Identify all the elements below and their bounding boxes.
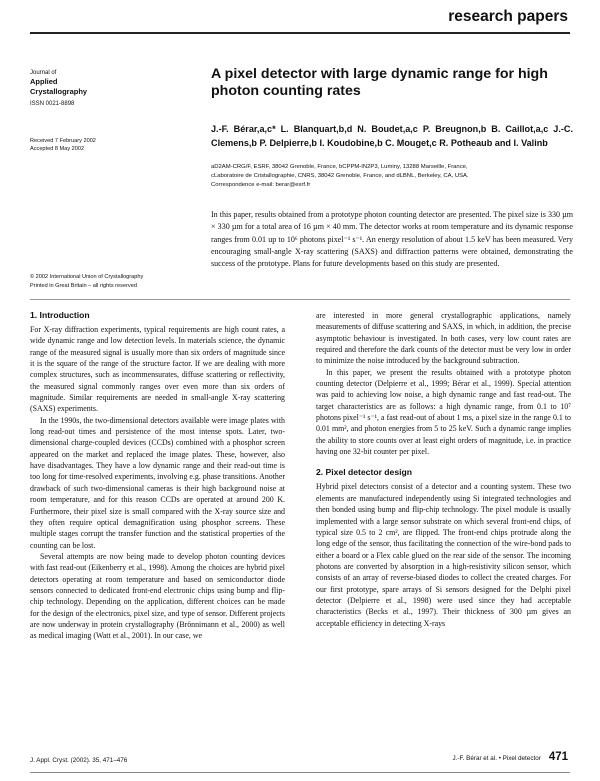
- abstract-divider: [30, 299, 570, 300]
- paragraph: For X-ray diffraction experiments, typical requirements are high count rates, a wide dynamic range and low detection levels. In materials science, the dynamic range of the measured signal is usually more than six orders of magnitude since it is the square of the range of the structure factor. If we are dealing with more complex structures, such as incommensurates, diffuse scattering or reflectivity, the measured signal commonly ranges over even more than six orders of magnitude. Similar requirements are needed in small-angle X-ray scattering (SAXS) experiments.: [30, 325, 285, 414]
- received-date: Received 7 February 2002: [30, 138, 96, 144]
- page-number: 471: [548, 751, 568, 763]
- paragraph: are interested in more general crystallographic applications, namely measurements of diffuse scattering and SAXS, in which, in addition, the precise asymptotic behaviour is investigated. In both cases, very low count rates are required and therefore the dark counts of the detector must be very low in order to minimize the noise introduced by the background subtraction.: [316, 311, 571, 366]
- footer-right: [453, 751, 568, 763]
- section-heading-pixel-detector-design: 2. Pixel detector design: [316, 467, 412, 478]
- affiliation-line-2: cLaboratoire de Cristallographie, CNRS, 38042 Grenoble, France, and dLBNL, Berkeley, CA, USA.: [211, 173, 469, 179]
- journal-issn: ISSN 0021-8898: [30, 101, 75, 107]
- dates-block: [30, 137, 96, 153]
- running-head: J.-F. Bérar et al. • Pixel detector: [452, 755, 541, 762]
- author-list: J.-F. Bérar,a,c* L. Blanquart,b,d N. Boudet,a,c P. Breugnon,b B. Caillot,a,c J.-C. Clemens,b P. Delpierre,b I. Koudobine,b C. Mouget,c R. Potheaub and I. Valinb: [211, 124, 573, 148]
- section-label: research papers: [448, 8, 568, 25]
- journal-name-line1: Applied: [30, 77, 58, 86]
- paragraph: In this paper, we present the results obtained with a prototype photon counting detector (Delpierre et al., 1999; Bérar et al., 1999). Special attention was paid to achieving low noise, a high dynamic range and fast read-out. The target characteristics are as follows: a high dynamic range, from 0.1 to 10⁷ photons pixel⁻¹ s⁻¹, a fast read-out of about 1 ms, a pixel size in the range 0.1 to 0.01 mm², and photon energies from 5 to 25 keV. Such a dynamic range implies the ability to store counts over at least eight orders of magnitude, i.e. in practice having one 32-bit counter per pixel.: [316, 367, 571, 457]
- copyright-block: [30, 273, 143, 291]
- correspondence-email: Correspondence e-mail: berar@esrf.fr: [211, 182, 311, 188]
- affiliations: [211, 163, 573, 190]
- abstract: In this paper, results obtained from a prototype photon counting detector are presented. The pixel size is 330 µm × 330 µm for a total area of 16 µm × 40 mm. The detector works at room temperature and its dynamic response ranges from 0.01 up to 10⁶ photons pixel⁻¹ s⁻¹. An energy resolution of about 1.5 keV has been measured. Very encouraging small-angle X-ray scattering (SAXS) and diffraction patterns were obtained, demonstrating the success of the prototype. Plans for future developments based on this study are presented.: [211, 210, 573, 268]
- body-column-right: [316, 310, 571, 629]
- affiliation-line-1: aD2AM-CRG/F, ESRF, 38042 Grenoble, France, bCPPM-IN2P3, Luminy, 13288 Marseille, France,: [211, 164, 468, 170]
- paragraph: In the 1990s, the two-dimensional detectors available were image plates with long read-out times and persistence of the most intense spots. Later, two-dimensional charge-coupled devices (CCDs) combined with a phosphor screen appeared on the market and replaced the image plates. These, however, also have disadvantages. They have a low dynamic range and their read-out time is too long for time-resolved experiments, involving e.g. phase transitions. Another drawback of such two-dimensional cameras is their high background noise at room temperature, and for this reason CCDs are operated at around 200 K. Furthermore, their pixel size is small compared with the X-ray source size and they often require optical demagnification using phosphor screens. These multiple stages corrupt the transfer function and the statistical properties of the counting can be lost.: [30, 415, 285, 550]
- header-rule: [30, 32, 570, 34]
- journal-label: Journal of: [30, 70, 57, 76]
- journal-citation: J. Appl. Cryst. (2002). 35, 471–476: [30, 757, 128, 764]
- section-heading-introduction: 1. Introduction: [30, 310, 90, 320]
- body-column-left: [30, 310, 285, 642]
- accepted-date: Accepted 8 May 2002: [30, 146, 85, 152]
- journal-name-line2: Crystallography: [30, 86, 88, 96]
- paragraph: Hybrid pixel detectors consist of a detector and a counting system. These two elements are manufactured independently using Si integrated technologies and then bonded using bump and flip-chip technology. The pixel module is usually implemented with a large sensor substrate on which several front-end chips, of typical size 0.5 to 2 cm², are flipped. The front-end chips protrude along the long edge of the sensor, thus facilitating the connection of the wire-bond pads to either a board or a Flex cable glued on the rear side of the sensor. The incoming photons are converted by absorption in a high-resistivity silicon sensor, which consists of an array of reverse-biased diodes to collect the created charges. For our first prototype, spare arrays of Si sensors designed for the Delphi pixel detector (Delpierre et al., 1998) were used since they had acceptable characteristics (Becks et al., 1997). Their thickness of 300 µm gives an acceptable efficiency in detecting X-rays: [316, 482, 571, 628]
- journal-block: [30, 69, 87, 108]
- copyright-line-2: Printed in Great Britain – all rights reserved: [30, 283, 137, 289]
- footer-rule: [30, 772, 570, 773]
- copyright-line-1: © 2002 International Union of Crystallography: [30, 274, 144, 280]
- paragraph: Several attempts are now being made to develop photon counting devices with fast read-out (Eikenberry et al., 1998). Among the choices are hybrid pixel detectors operating at room temperature and based on semiconductor diode sensors connected to dedicated front-end electronic chips using bump and flip-chip technology. Depending on the application, different choices can be made for the design of the electronics, pixel size, and type of sensor. Different projects are now underway in protein crystallography (Brönnimann et al., 2000) as well as medical imaging (Watt et al., 2001). In our case, we: [30, 551, 285, 641]
- article-title: A pixel detector with large dynamic range for high photon counting rates: [211, 66, 548, 99]
